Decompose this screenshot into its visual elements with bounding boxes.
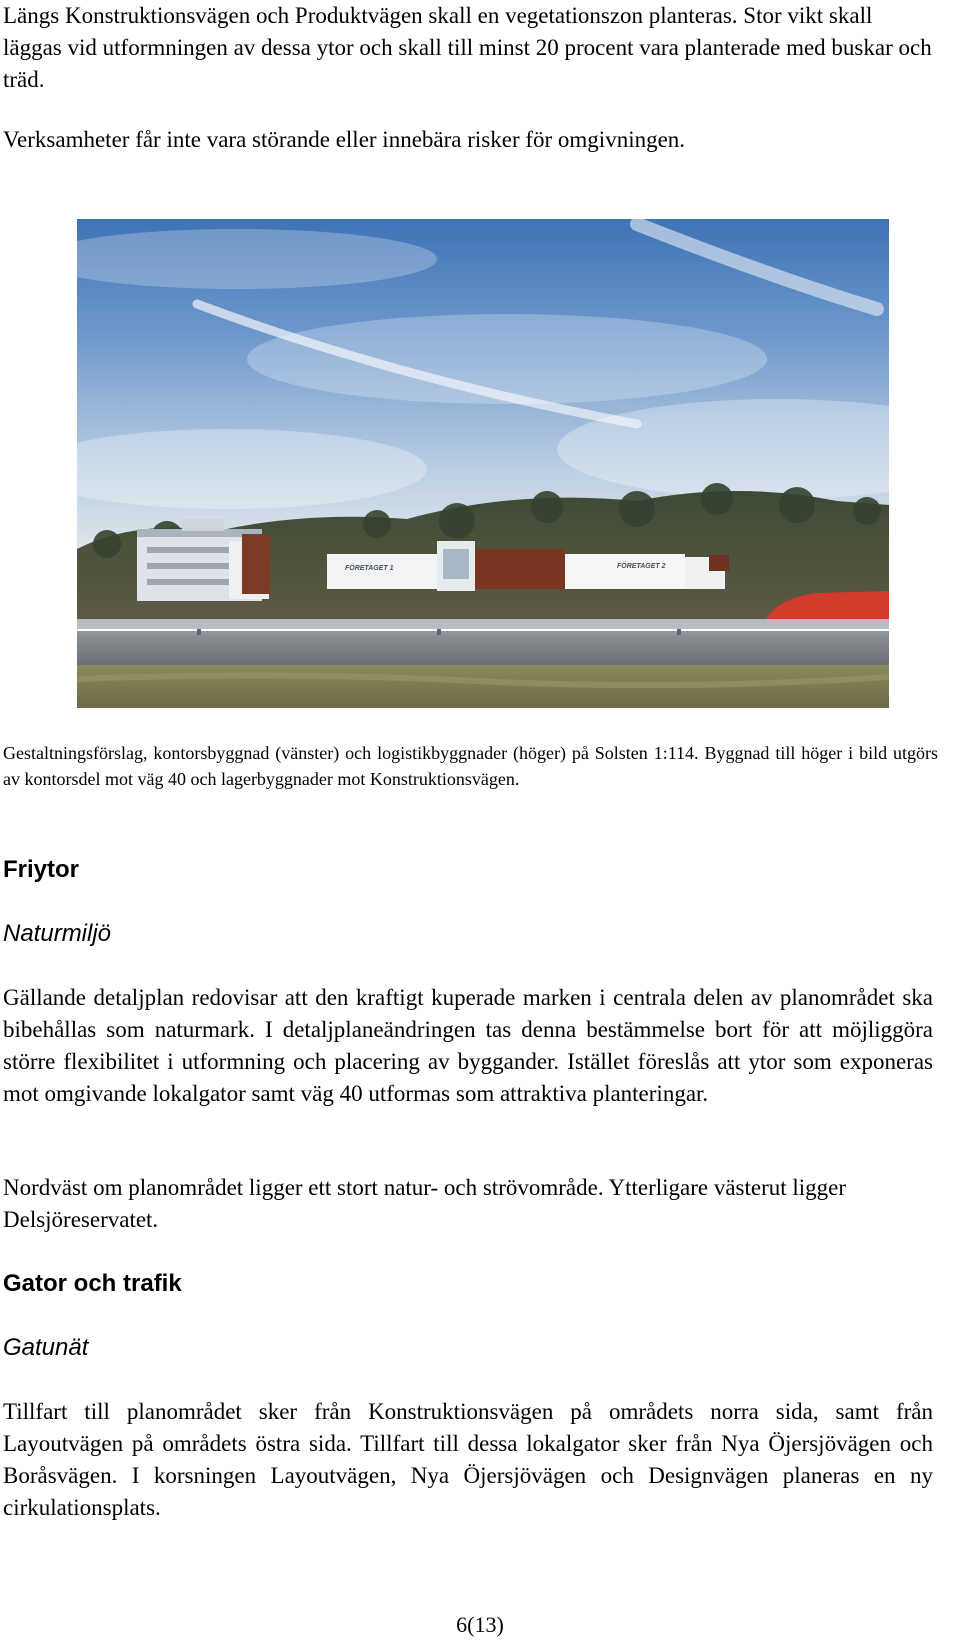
road (77, 635, 889, 665)
page-number: 6(13) (456, 1612, 504, 1637)
subheading-naturmiljo: Naturmiljö (3, 920, 112, 947)
heading-friytor: Friytor (3, 856, 80, 883)
intro-paragraph-2: Verksamheter får inte vara störande eller innebära risker för omgivningen. (3, 127, 686, 152)
subheading-gatunat: Gatunät (3, 1334, 89, 1361)
sign-foretaget-1: FÖRETAGET 1 (345, 565, 394, 572)
heading-gator-och-trafik: Gator och trafik (3, 1270, 182, 1297)
red-facade (475, 549, 565, 589)
illustration-photo (77, 219, 889, 708)
grass-verge (77, 665, 889, 708)
friytor-paragraph-2: Nordväst om planområdet ligger ett stort natur- och strövområde. Ytterligare västerut ligger Delsjöreservatet. (3, 1175, 847, 1232)
guard-rail (77, 619, 889, 629)
gator-paragraph-1: Tillfart till planområdet sker från Konstruktionsvägen på områdets norra sida, samt från Layoutvägen på områdets östra sida. Tillfart till dessa lokalgator sker från Nya Öjersjövägen och Boråsvägen. I korsningen Layoutvägen, Nya Öjersjövägen och Designvägen planeras en ny cirkulationsplats. (3, 1399, 933, 1520)
cloud-2 (247, 314, 767, 404)
figure-caption: Gestaltningsförslag, kontorsbyggnad (vänster) och logistikbyggnader (höger) på Solsten 1:114. Byggnad till höger i bild utgörs av kontorsdel mot väg 40 och lagerbyggnader mot Konstruktionsvägen. (3, 743, 938, 789)
sign-foretaget-2: FÖRETAGET 2 (617, 563, 666, 570)
intro-paragraph-1: Längs Konstruktionsvägen och Produktvägen skall en vegetationszon planteras. Stor vikt skall läggas vid utformningen av dessa ytor och skall till minst 20 procent vara planterade med buskar och träd. (3, 3, 932, 92)
friytor-paragraph-1: Gällande detaljplan redovisar att den kraftigt kuperade marken i centrala delen av planområdet ska bibehållas som naturmark. I detaljplaneändringen tas denna bestämmelse bort för att möjliggöra större flexibilitet i utformning och placering av byggander. Istället föreslås att ytor som exponeras mot omgivande lokalgator samt väg 40 utformas som attraktiva planteringar. (3, 985, 933, 1106)
